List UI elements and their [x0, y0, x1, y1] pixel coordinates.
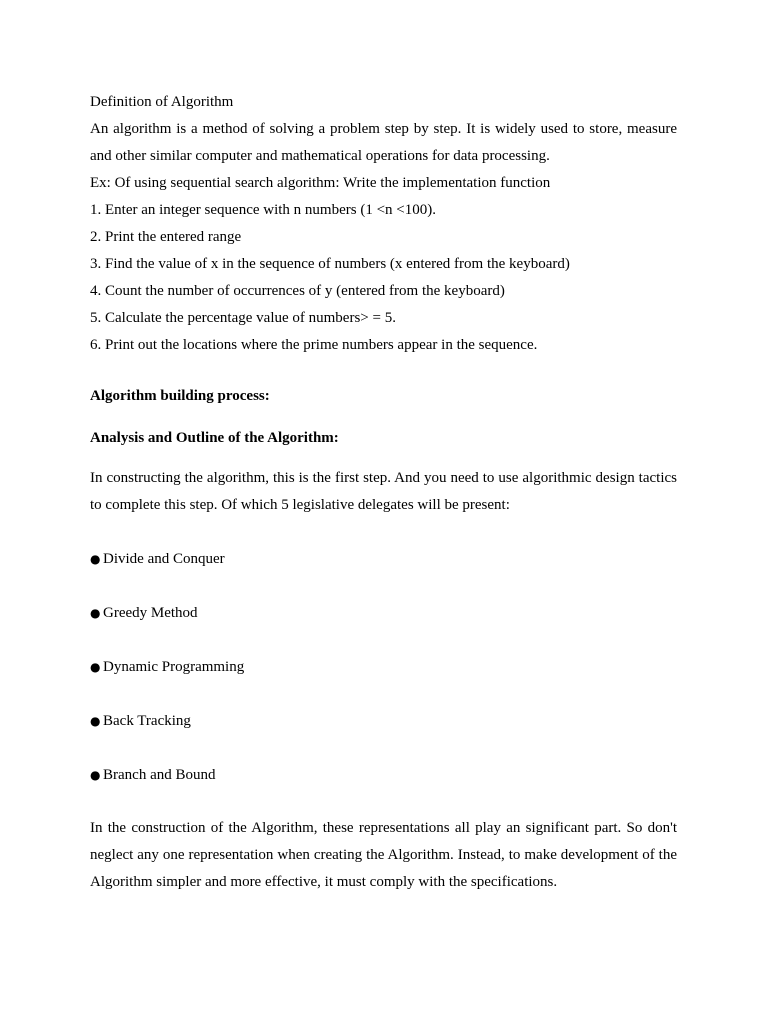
list-item [90, 546, 677, 573]
bullet-icon: ● [90, 552, 101, 566]
list-item-label: Divide and Conquer [103, 551, 225, 567]
list-item [90, 600, 677, 627]
step-item: 4. Count the number of occurrences of y (entered from the keyboard) [90, 283, 505, 299]
document-page [90, 89, 677, 896]
list-item-label: Dynamic Programming [103, 659, 245, 675]
bullet-icon: ● [90, 768, 101, 782]
steps-list [90, 197, 677, 359]
list-item [90, 708, 677, 735]
spacer [90, 410, 677, 425]
intro-paragraph: An algorithm is a method of solving a problem step by step. It is widely used to store, measure and other similar computer and mathematical operations for data processing. [90, 121, 677, 164]
section-heading: Algorithm building process: [90, 388, 270, 404]
list-item-label: Greedy Method [103, 605, 198, 621]
spacer [90, 789, 677, 815]
example-line: Ex: Of using sequential search algorithm: Write the implementation function [90, 175, 551, 191]
spacer [90, 452, 677, 465]
closing-paragraph: In the construction of the Algorithm, these representations all play an significant part. So don't neglect any one representation when creating the Algorithm. Instead, to make development of the Algorithm simpler and more effective, it must comply with the specifications. [90, 820, 677, 890]
subsection-heading: Analysis and Outline of the Algorithm: [90, 430, 339, 446]
subsection-paragraph: In constructing the algorithm, this is the first step. And you need to use algorithmic design tactics to complete this step. Of which 5 legislative delegates will be present: [90, 470, 677, 513]
spacer [90, 359, 677, 383]
list-item [90, 762, 677, 789]
list-item [90, 654, 677, 681]
bullet-icon: ● [90, 714, 101, 728]
list-item-label: Back Tracking [103, 713, 191, 729]
spacer [90, 519, 677, 546]
bullet-icon: ● [90, 606, 101, 620]
document-heading: Definition of Algorithm [90, 94, 234, 110]
step-item: 1. Enter an integer sequence with n numbers (1 <n <100). [90, 202, 436, 218]
bullet-icon: ● [90, 660, 101, 674]
step-item: 3. Find the value of x in the sequence of numbers (x entered from the keyboard) [90, 256, 570, 272]
step-item: 2. Print the entered range [90, 229, 242, 245]
list-item-label: Branch and Bound [103, 767, 216, 783]
tactics-list [90, 546, 677, 789]
step-item: 5. Calculate the percentage value of numbers> = 5. [90, 310, 396, 326]
step-item: 6. Print out the locations where the prime numbers appear in the sequence. [90, 337, 538, 353]
